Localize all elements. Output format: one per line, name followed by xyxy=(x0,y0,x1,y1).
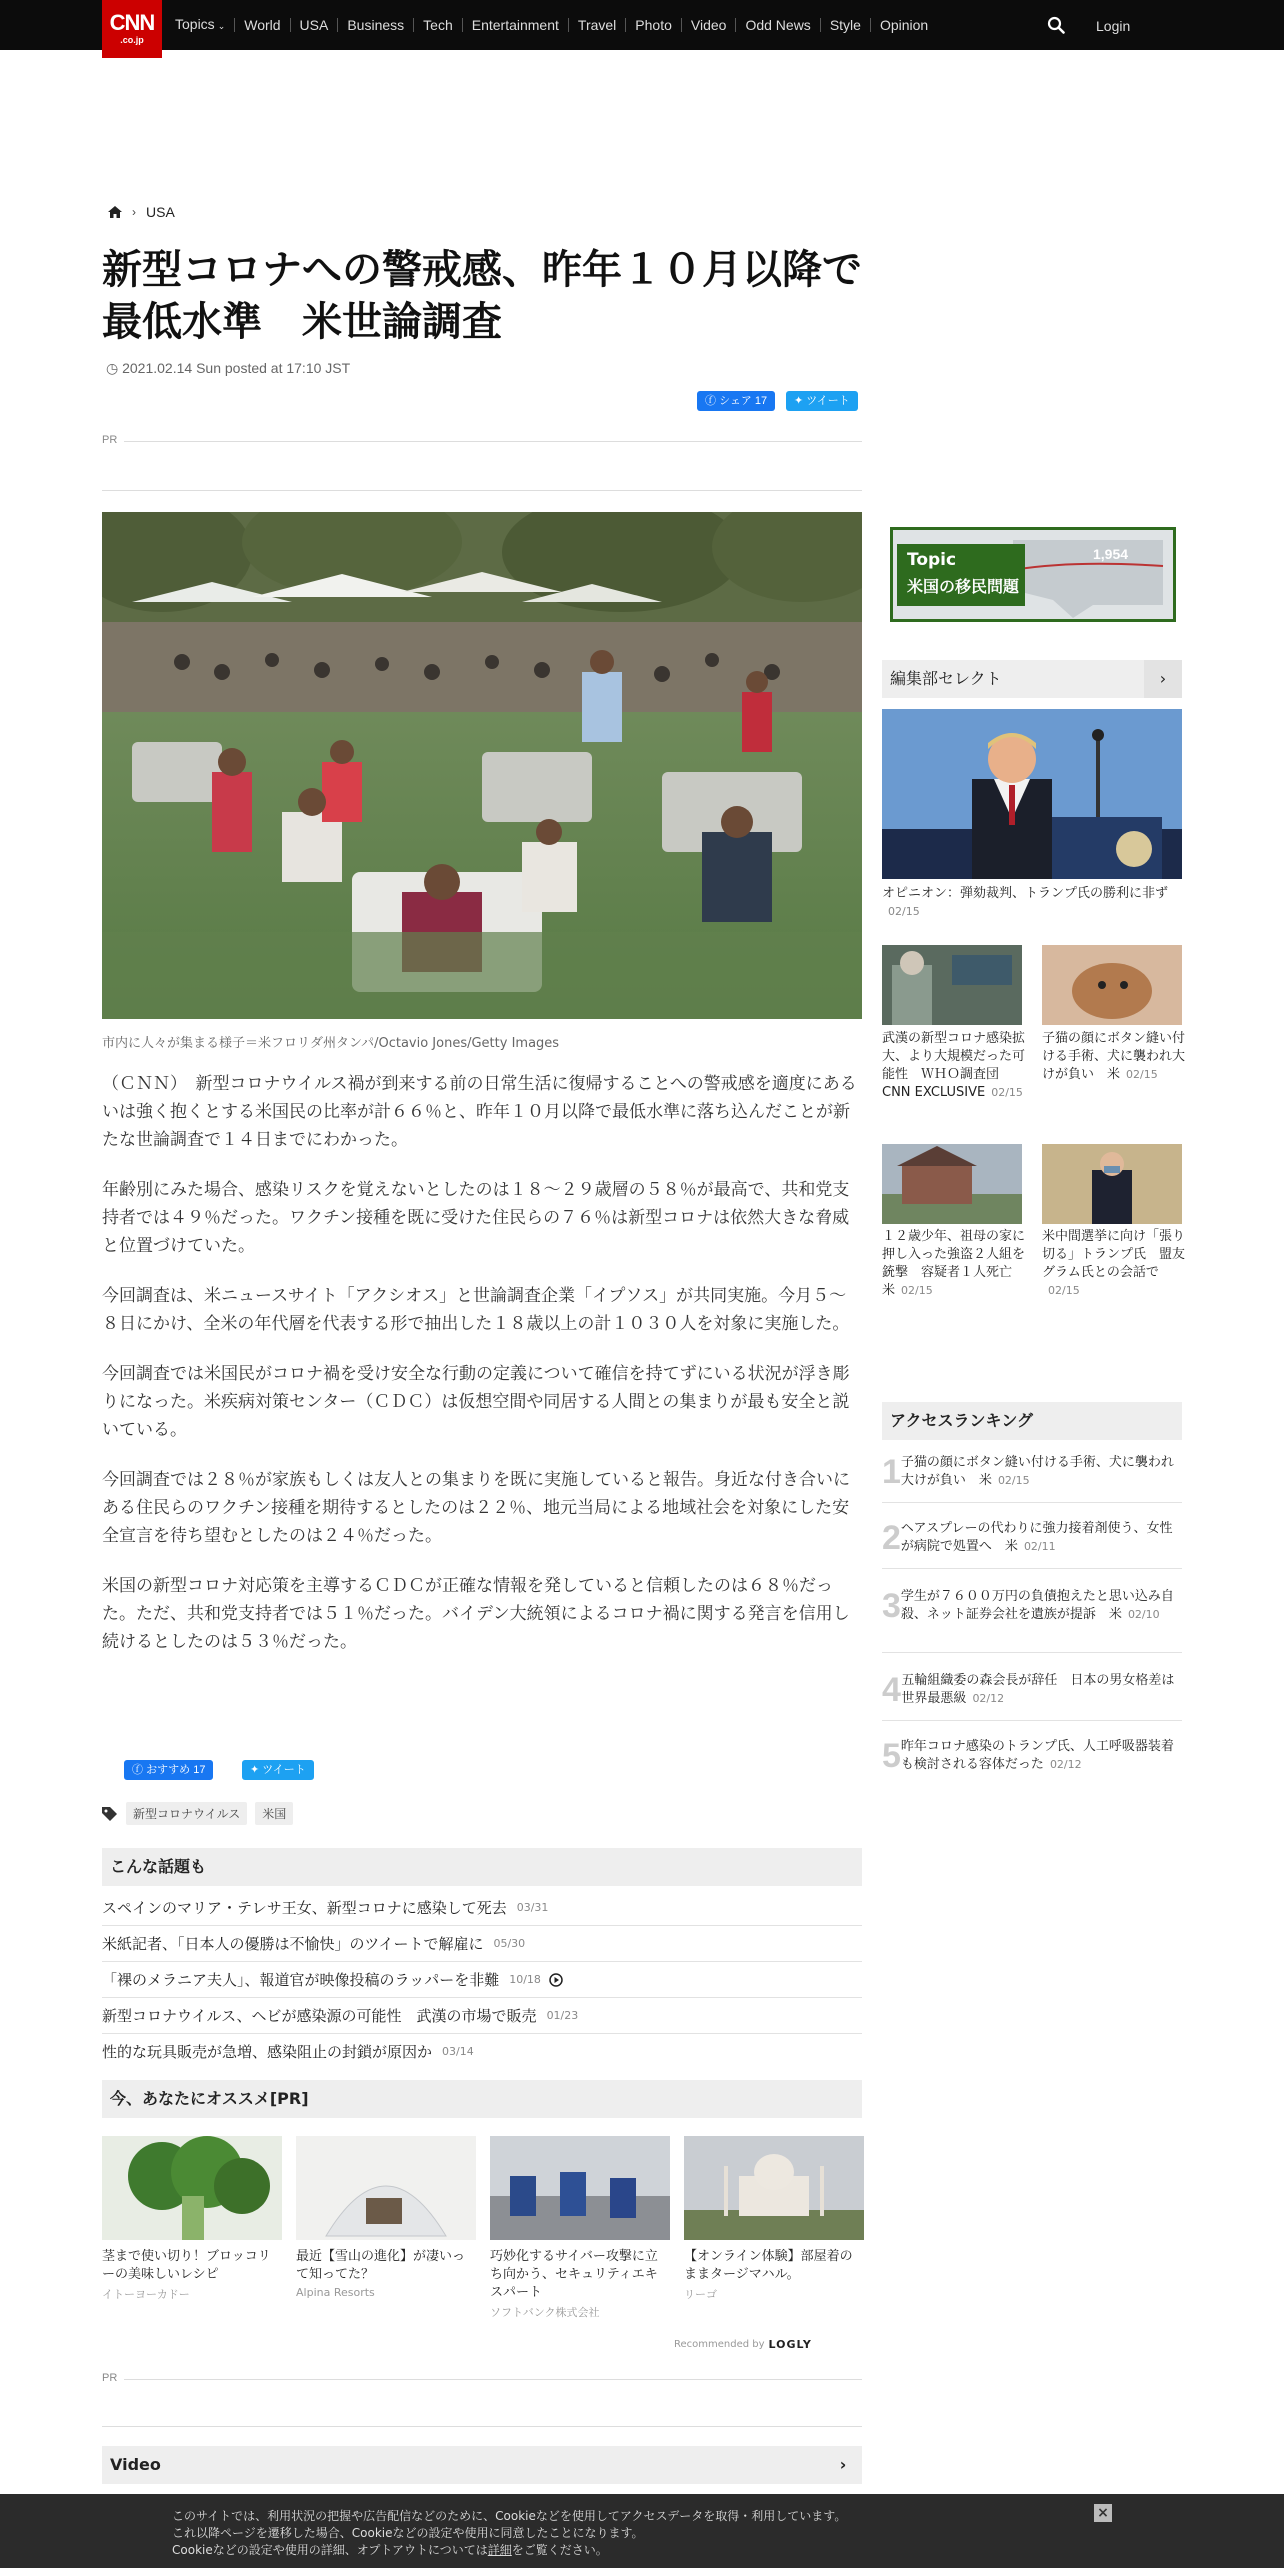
editors-select-label: 編集部セレクト xyxy=(890,669,1002,688)
related-list xyxy=(102,1890,862,2070)
rank-date: 02/11 xyxy=(1023,1540,1056,1553)
rank-title-text: 昨年コロナ感染のトランプ氏、人工呼吸器装着も検討される容体だった xyxy=(900,1739,1174,1772)
rank-number: 2 xyxy=(882,1519,901,1557)
pr-label: PR xyxy=(102,434,118,446)
tag-list xyxy=(102,1802,293,1825)
logo-subtext: .co.jp xyxy=(120,35,144,45)
divider xyxy=(102,2426,862,2427)
recommend-title: 巧妙化するサイバー攻撃に立ち向かう、セキュリティエキスパート xyxy=(490,2249,658,2300)
rank-title-text: ヘアスプレーの代わりに強力接着剤使う、女性が病院で処置へ 米 xyxy=(900,1521,1173,1554)
cookie-line: このサイトでは、利用状況の把握や広告配信などのために、Cookieなどを使用してアクセスデータを取得・利用しています。 xyxy=(172,2509,847,2523)
recommend-card[interactable] xyxy=(490,2136,670,2320)
paragraph: 今回調査では米国民がコロナ禍を受け安全な行動の定義について確信を持てずにいる状況が浮き彫りになった。米疾病対策センター（ＣＤＣ）は仮想空間や同居する人間との集まりが最も安全と説いている。 xyxy=(102,1364,850,1440)
related-title: 「裸のメラニア夫人」、報道官が映像投稿のラッパーを非難 xyxy=(102,1970,500,1989)
rank-divider xyxy=(882,1720,1182,1721)
logly-logo: LOGLY xyxy=(768,2338,812,2351)
paragraph: （ＣＮＮ） 新型コロナウイルス禍が到来する前の日常生活に復帰することへの警戒感を適度にあるいは強く抱くとする米国民の比率が計６６％と、昨年１０月以降で最低水準に落ち込んだことが新たな世論調査で１４日までにわかった。 xyxy=(102,1074,857,1150)
nav-business[interactable]: Business xyxy=(337,18,413,32)
rank-title xyxy=(901,1586,1182,1626)
breadcrumb-section[interactable]: USA xyxy=(146,204,175,220)
rank-title-text: 五輪組織委の森会長が辞任 日本の男女格差は世界最悪級 xyxy=(901,1673,1175,1706)
nav-video[interactable]: Video xyxy=(681,18,736,32)
tag-item[interactable]: 米国 xyxy=(255,1802,293,1825)
related-item[interactable] xyxy=(102,1962,862,1998)
nav-topics[interactable] xyxy=(175,17,234,33)
cookie-line-text: をご覧ください。 xyxy=(511,2543,608,2557)
nav-label: Topics xyxy=(175,16,215,32)
related-date: 05/30 xyxy=(493,1936,526,1950)
ranking-item[interactable] xyxy=(882,1736,1182,1776)
editors-item-date: 02/15 xyxy=(991,1086,1023,1099)
topic-banner[interactable] xyxy=(890,527,1176,622)
pr-divider xyxy=(124,2379,862,2380)
logo-text: CNN xyxy=(109,10,155,35)
recommended-by-text: Recommended by xyxy=(674,2339,765,2350)
facebook-share-button[interactable] xyxy=(697,391,775,411)
rank-title-text: 学生が７６００万円の負債抱えたと思い込み自殺、ネット証券会社を遺族が提訴 米 xyxy=(900,1589,1174,1622)
chevron-right-icon[interactable]: › xyxy=(1144,660,1182,698)
breadcrumb xyxy=(108,204,175,220)
tweet-label: ツイート xyxy=(262,1764,306,1776)
rank-date: 02/12 xyxy=(1049,1758,1082,1771)
ranking-item[interactable] xyxy=(882,1518,1182,1558)
recommend-source: ソフトバンク株式会社 xyxy=(490,2306,600,2319)
facebook-icon: ⓕ xyxy=(132,1764,143,1776)
rank-number: 5 xyxy=(882,1737,901,1775)
date-text: 2021.02.14 Sun posted at 17:10 JST xyxy=(122,360,351,376)
photo-caption: 市内に人々が集まる様子＝米フロリダ州タンパ/Octavio Jones/Getty Images xyxy=(102,1036,560,1051)
chevron-right-icon[interactable]: › xyxy=(839,2455,847,2474)
recommend-heading: 今、あなたにオススメ[PR] xyxy=(102,2080,862,2118)
twitter-icon: ✦ xyxy=(794,395,804,407)
topic-label: Topic xyxy=(907,550,957,570)
share-fb-label: シェア 17 xyxy=(719,395,768,407)
paragraph: 今回調査は、米ニュースサイト「アクシオス」と世論調査企業「イプソス」が共同実施。今月５～８日にかけ、全米の年代層を代表する形で抽出した１８歳以上の計１０３０人を対象に実施した。 xyxy=(102,1286,850,1334)
nav-world[interactable]: World xyxy=(234,18,289,32)
share-tw-label: ツイート xyxy=(806,395,850,407)
rank-divider xyxy=(882,1652,1182,1653)
recommend-card[interactable] xyxy=(296,2136,476,2299)
twitter-icon: ✦ xyxy=(250,1764,260,1776)
recommend-card[interactable] xyxy=(684,2136,864,2302)
login-link[interactable]: Login xyxy=(1096,18,1131,34)
related-heading: こんな話題も xyxy=(102,1848,862,1886)
nav-tech[interactable]: Tech xyxy=(413,18,462,32)
editors-item-title: 武漢の新型コロナ感染拡大、より大規模だった可能性 ＷＨＯ調査団 CNN EXCLUSIVE xyxy=(882,1031,1026,1100)
recommend-source: Alpina Resorts xyxy=(296,2286,375,2299)
rank-date: 02/15 xyxy=(997,1474,1030,1487)
recommend-image xyxy=(296,2136,476,2240)
topic-title: 米国の移民問題 xyxy=(907,577,1020,596)
cookie-details-link[interactable]: 詳細 xyxy=(487,2543,512,2557)
nav-photo[interactable]: Photo xyxy=(625,18,681,32)
rank-title xyxy=(901,1518,1182,1558)
nav-opinion[interactable]: Opinion xyxy=(870,18,937,32)
recommend-label: おすすめ 17 xyxy=(146,1764,206,1776)
editors-main-date: 02/15 xyxy=(888,905,920,918)
article-photo xyxy=(102,512,862,1019)
rank-date: 02/12 xyxy=(972,1692,1005,1705)
editors-item-caption[interactable] xyxy=(882,1228,1026,1300)
editors-thumb[interactable] xyxy=(882,1144,1022,1224)
editors-item-date: 02/15 xyxy=(1126,1068,1158,1081)
paragraph: 今回調査では２８％が家族もしくは友人との集まりを既に実施していると報告。身近な付き合いにある住民らのワクチン接種を期待するとしたのは２２％、地元当局による地域社会を対象にした安全宣言を待ち望むとしたのは２４％だった。 xyxy=(102,1470,850,1546)
editors-item-title: １２歳少年、祖母の家に押し入った強盗２人組を銃撃 容疑者１人死亡 米 xyxy=(882,1229,1026,1298)
editors-item-date: 02/15 xyxy=(1048,1284,1080,1297)
recommend-source: リーゴ xyxy=(684,2288,717,2301)
related-date: 03/31 xyxy=(516,1900,549,1914)
article-body xyxy=(102,1070,862,1678)
pr-label: PR xyxy=(102,2372,118,2384)
rank-date: 02/10 xyxy=(1127,1608,1160,1621)
editors-item-caption[interactable] xyxy=(1042,1030,1186,1084)
editors-item-caption[interactable] xyxy=(1042,1228,1186,1300)
related-item[interactable] xyxy=(102,1998,862,2034)
editors-main-title: オピニオン：弾劾裁判、トランプ氏の勝利に非ず xyxy=(882,886,1169,901)
recommend-image xyxy=(490,2136,670,2240)
ranking-item[interactable] xyxy=(882,1586,1182,1626)
editors-thumb[interactable] xyxy=(1042,1144,1182,1224)
article-date xyxy=(106,360,350,377)
paragraph: 年齢別にみた場合、感染リスクを覚えないとしたのは１８～２９歳層の５８％が最高で、共和党支持者では４９％だった。ワクチン接種を既に受けた住民らの７６％は新型コロナは依然大きな脅威と位置づけていた。 xyxy=(102,1180,850,1256)
editors-item-date: 02/15 xyxy=(901,1284,933,1297)
rank-title xyxy=(901,1670,1182,1710)
rank-divider xyxy=(882,1568,1182,1569)
editors-main-image[interactable] xyxy=(882,709,1182,879)
related-title: スペインのマリア・テレサ王女、新型コロナに感染して死去 xyxy=(102,1898,507,1917)
rank-title xyxy=(901,1736,1182,1776)
rank-title xyxy=(901,1452,1182,1492)
facebook-icon: ⓕ xyxy=(705,395,716,407)
rank-number: 3 xyxy=(882,1587,901,1625)
nav-style[interactable]: Style xyxy=(820,18,870,32)
rank-number: 4 xyxy=(882,1671,901,1709)
related-title: 性的な玩具販売が急増、感染阻止の封鎖が原因か xyxy=(102,2043,433,2061)
nav-usa[interactable]: USA xyxy=(290,18,338,32)
rank-divider xyxy=(882,1502,1182,1503)
chevron-down-icon: ⌄ xyxy=(217,21,226,31)
editors-main-caption[interactable] xyxy=(882,885,1182,921)
related-date: 03/14 xyxy=(442,2045,474,2058)
topic-number: 1,954 xyxy=(1093,546,1129,562)
video-heading[interactable] xyxy=(102,2446,862,2484)
editors-item-caption[interactable] xyxy=(882,1030,1026,1102)
editors-thumb[interactable] xyxy=(1042,945,1182,1025)
close-icon[interactable]: × xyxy=(1094,2504,1112,2522)
pr-divider xyxy=(124,441,862,442)
related-item[interactable] xyxy=(102,1890,862,1926)
recommend-card[interactable] xyxy=(102,2136,282,2302)
facebook-recommend-button[interactable] xyxy=(124,1760,213,1780)
related-title: 新型コロナウイルス、ヘビが感染源の可能性 武漢の市場で販売 xyxy=(102,2006,537,2025)
search-icon[interactable] xyxy=(1047,16,1065,34)
recommend-title: 最近【雪山の進化】が凄いって知ってた？ xyxy=(296,2249,466,2282)
recommend-source: イトーヨーカドー xyxy=(102,2288,190,2301)
chevron-right-icon: › xyxy=(132,205,136,219)
tag-item[interactable]: 新型コロナウイルス xyxy=(126,1802,247,1825)
nav-odd-news[interactable]: Odd News xyxy=(735,18,819,32)
cookie-line xyxy=(172,2542,846,2559)
cnn-logo[interactable] xyxy=(102,0,162,58)
nav-entertainment[interactable]: Entertainment xyxy=(462,18,568,32)
related-date: 01/23 xyxy=(546,2008,579,2022)
editors-item-title: 子猫の顔にボタン縫い付ける手術、犬に襲われ大けが負い 米 xyxy=(1042,1031,1186,1082)
rank-title-text: 子猫の顔にボタン縫い付ける手術、犬に襲われ大けが負い 米 xyxy=(900,1455,1174,1488)
ranking-heading: アクセスランキング xyxy=(882,1402,1182,1440)
editors-select-heading[interactable] xyxy=(882,660,1182,698)
play-icon xyxy=(549,1973,563,1987)
cookie-line: これ以降ページを遷移した場合、Cookieなどの設定や使用に同意したことになります。 xyxy=(172,2526,644,2540)
rank-number: 1 xyxy=(882,1453,901,1491)
recommend-title: 【オンライン体験】部屋着のままタージマハル。 xyxy=(684,2249,853,2282)
twitter-tweet-button-bottom[interactable] xyxy=(242,1760,314,1780)
nav-travel[interactable]: Travel xyxy=(568,18,625,32)
recommend-image xyxy=(102,2136,282,2240)
clock-icon: ◷ xyxy=(106,360,119,376)
recommend-image xyxy=(684,2136,864,2240)
logly-credit[interactable] xyxy=(674,2338,812,2351)
ranking-item[interactable] xyxy=(882,1452,1182,1492)
cookie-banner xyxy=(0,2494,1284,2568)
recommend-title: 茎まで使い切り！ブロッコリーの美味しいレシピ xyxy=(102,2249,271,2282)
related-date: 10/18 xyxy=(509,1972,541,1986)
divider xyxy=(102,490,862,491)
ranking-item[interactable] xyxy=(882,1670,1182,1710)
editors-thumb[interactable] xyxy=(882,945,1022,1025)
video-heading-label: Video xyxy=(110,2455,161,2474)
paragraph: 米国の新型コロナ対応策を主導するＣＤＣが正確な情報を発していると信頼したのは６８％だった。ただ、共和党支持者では５１％だった。バイデン大統領によるコロナ禍に関する発言を信用し続けるとしたのは５３％だった。 xyxy=(102,1576,850,1652)
editors-item-title: 米中間選挙に向け「張り切る」トランプ氏 盟友グラム氏との会話で xyxy=(1042,1229,1186,1280)
related-item[interactable] xyxy=(102,2034,862,2070)
cookie-line-text: Cookieなどの設定や使用の詳細、オプトアウトについては xyxy=(172,2543,488,2557)
article-title: 新型コロナへの警戒感、昨年１０月以降で最低水準 米世論調査 xyxy=(102,247,862,345)
main-nav xyxy=(175,0,937,50)
related-title: 米紙記者、「日本人の優勝は不愉快」のツイートで解雇に xyxy=(102,1934,484,1953)
cookie-text xyxy=(172,2508,846,2559)
tag-icon xyxy=(102,1807,118,1821)
home-icon[interactable] xyxy=(108,206,122,218)
related-item[interactable] xyxy=(102,1926,862,1962)
twitter-tweet-button[interactable] xyxy=(786,391,858,411)
